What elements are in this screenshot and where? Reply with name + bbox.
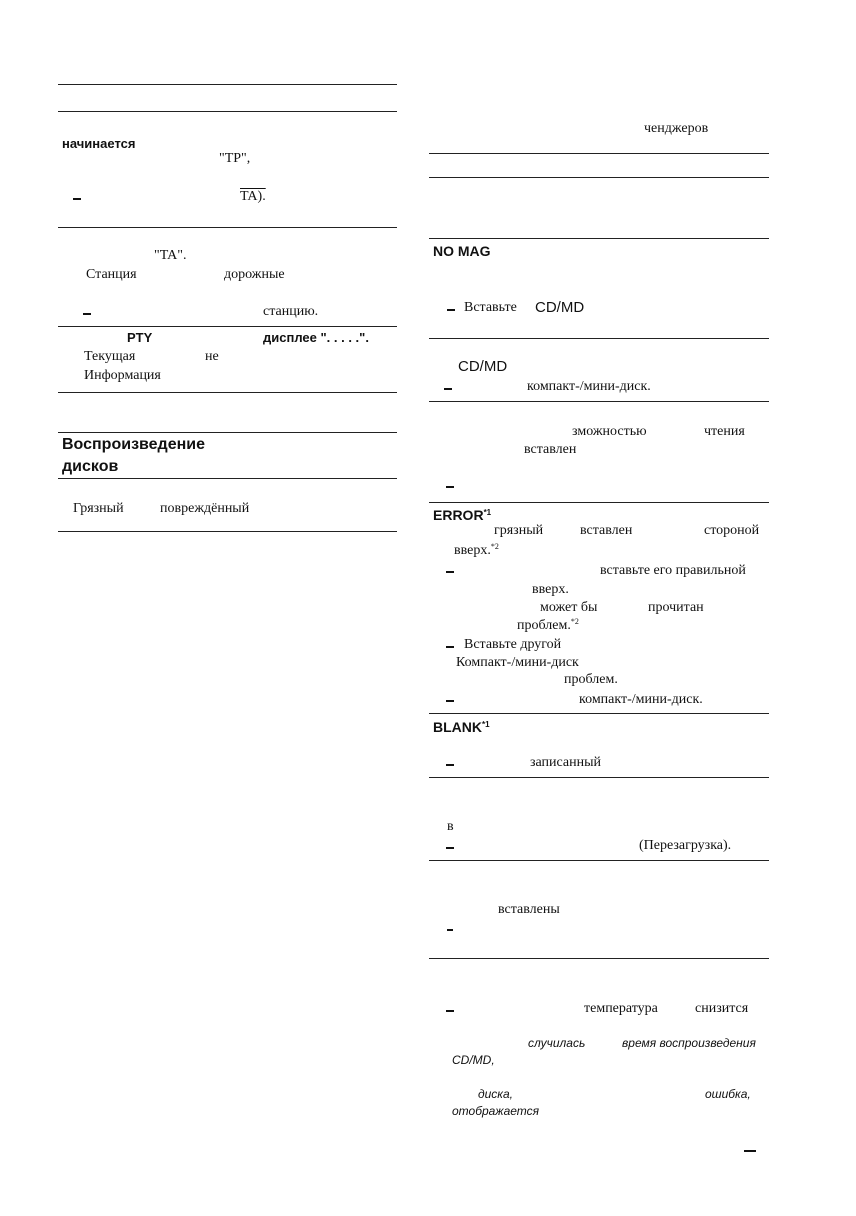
text-line: Станция bbox=[86, 267, 137, 282]
text-line: ошибка, bbox=[705, 1087, 751, 1101]
rule bbox=[58, 227, 397, 228]
section-code bbox=[433, 508, 491, 522]
dash-bullet bbox=[446, 700, 454, 702]
text-line: CD/MD bbox=[535, 299, 585, 316]
text-line: вставлены bbox=[498, 902, 560, 917]
text-line: PTY bbox=[127, 330, 153, 345]
text-line: грязный bbox=[494, 523, 544, 538]
blank-code: BLANK bbox=[433, 719, 482, 735]
rule bbox=[429, 177, 769, 178]
rule bbox=[58, 84, 397, 85]
rule bbox=[58, 392, 397, 393]
rule bbox=[429, 338, 769, 339]
text-line: ченджеров bbox=[644, 121, 709, 136]
dash-bullet bbox=[446, 646, 454, 648]
text-line: "TA". bbox=[154, 248, 187, 263]
text-line: дисплее ". . . . .". bbox=[263, 330, 369, 345]
overlined-text: TA). bbox=[240, 189, 266, 204]
text-line: Компакт-/мини-диск bbox=[456, 655, 579, 670]
text-line: записанный bbox=[530, 755, 602, 770]
text-line: прочитан bbox=[648, 600, 704, 615]
rule bbox=[429, 958, 769, 959]
dash-bullet bbox=[446, 764, 454, 766]
section-heading: Воспроизведение bbox=[62, 436, 205, 453]
footnote-mark: *2 bbox=[570, 617, 579, 626]
text-line: вставьте его правильной bbox=[600, 563, 746, 578]
text-line: повреждённый bbox=[160, 501, 250, 516]
rule bbox=[58, 326, 397, 327]
text-line: (Перезагрузка). bbox=[639, 838, 732, 853]
rule bbox=[58, 478, 397, 479]
footnote-mark: *1 bbox=[482, 720, 490, 729]
text-line: Информация bbox=[84, 368, 161, 383]
text-line: дорожные bbox=[224, 267, 285, 282]
text-line: станцию. bbox=[263, 304, 319, 319]
text-line: проблем. bbox=[564, 672, 618, 687]
text-line: Вставьте другой bbox=[464, 637, 562, 652]
rule bbox=[58, 432, 397, 433]
dash-bullet bbox=[447, 929, 453, 931]
text-line: случилась bbox=[528, 1036, 586, 1050]
rule bbox=[58, 111, 397, 112]
rule bbox=[58, 531, 397, 532]
dash-bullet bbox=[446, 571, 454, 573]
text-line: вставлен bbox=[524, 442, 577, 457]
text-line: CD/MD, bbox=[452, 1053, 495, 1067]
text-line: вставлен bbox=[580, 523, 633, 538]
dash-bullet bbox=[444, 388, 452, 390]
text-line bbox=[517, 618, 579, 633]
text-line: время воспроизведения bbox=[622, 1036, 756, 1050]
dash-bullet bbox=[446, 847, 454, 849]
text-line: отображается bbox=[452, 1104, 540, 1118]
text-line: компакт-/мини-диск. bbox=[579, 692, 703, 707]
text-line: температура bbox=[584, 1001, 658, 1016]
text-line: может бы bbox=[540, 600, 598, 615]
rule bbox=[429, 777, 769, 778]
rule bbox=[429, 860, 769, 861]
dash-bullet bbox=[446, 486, 454, 488]
rule bbox=[429, 153, 769, 154]
text-line: диска, bbox=[478, 1087, 513, 1101]
text-line: вверх. bbox=[532, 582, 569, 597]
dash-bullet bbox=[447, 309, 455, 311]
text-line: не bbox=[205, 349, 219, 364]
text-line: Текущая bbox=[84, 349, 136, 364]
rule bbox=[429, 401, 769, 402]
text-line: зможностью bbox=[572, 424, 647, 439]
dash-bullet bbox=[446, 1010, 454, 1012]
text-span: проблем. bbox=[517, 618, 571, 633]
text-line: Вставьте bbox=[464, 300, 517, 315]
section-heading: дисков bbox=[62, 458, 119, 475]
text-line: в bbox=[447, 819, 454, 834]
text-line bbox=[454, 543, 499, 558]
text-line: снизится bbox=[695, 1001, 749, 1016]
text-line: CD/MD bbox=[458, 358, 508, 375]
text-line: начинается bbox=[62, 136, 136, 151]
rule bbox=[429, 238, 769, 239]
text-span: вверх. bbox=[454, 543, 491, 558]
text-line: Грязный bbox=[73, 501, 124, 516]
dash-bullet bbox=[73, 198, 81, 200]
text-line bbox=[240, 190, 266, 204]
section-code bbox=[433, 720, 490, 734]
footnote-mark: *1 bbox=[483, 508, 492, 517]
text-line: чтения bbox=[704, 424, 745, 439]
rule bbox=[429, 713, 769, 714]
section-code: NO MAG bbox=[433, 243, 491, 259]
continuation-dash bbox=[744, 1150, 756, 1152]
text-line: компакт-/мини-диск. bbox=[527, 379, 651, 394]
text-line: "TP", bbox=[219, 151, 251, 166]
dash-bullet bbox=[83, 313, 91, 315]
rule bbox=[429, 502, 769, 503]
footnote-mark: *2 bbox=[490, 542, 499, 551]
text-line: стороной bbox=[704, 523, 760, 538]
error-code: ERROR bbox=[433, 507, 484, 523]
